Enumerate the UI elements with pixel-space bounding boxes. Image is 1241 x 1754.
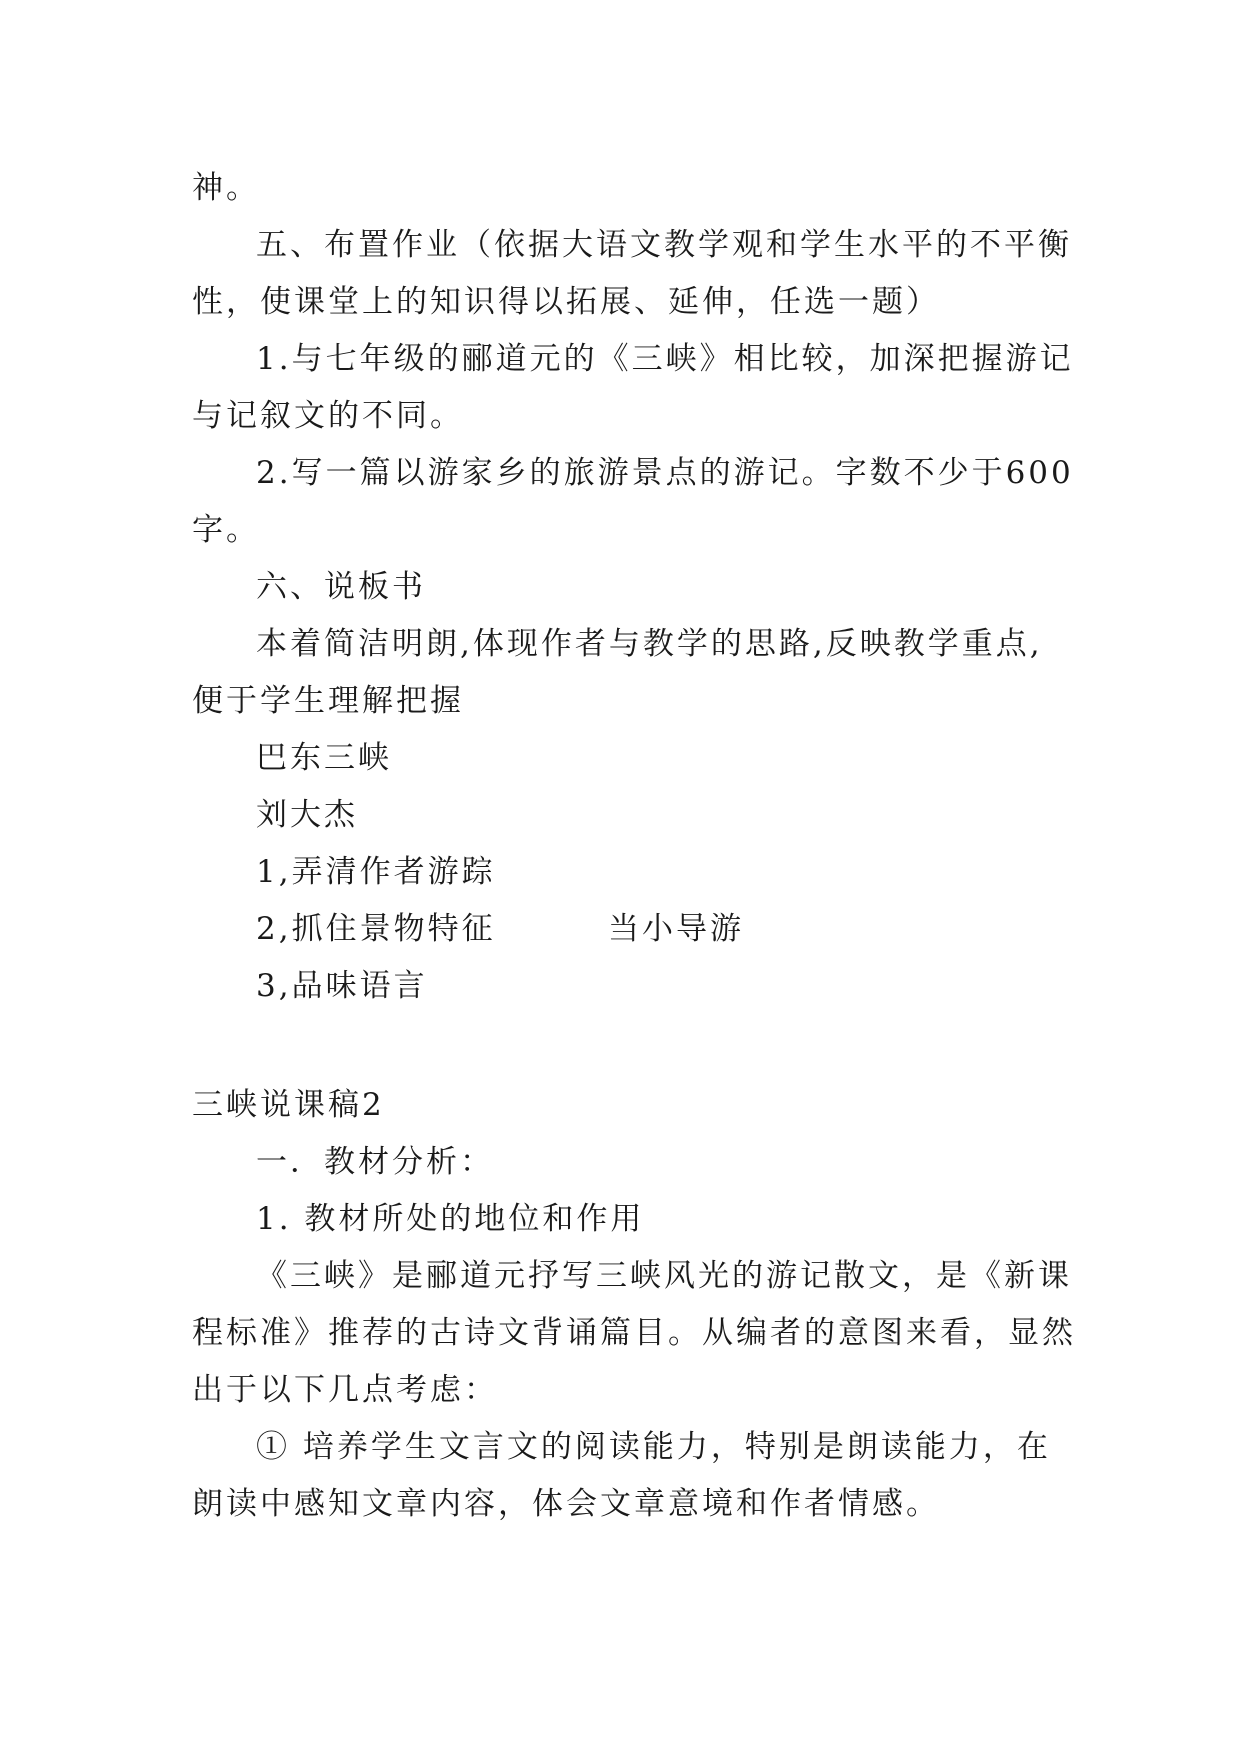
text-line: 字。	[192, 512, 260, 548]
text-line: 《三峡》是郦道元抒写三峡风光的游记散文，是《新课	[256, 1258, 1072, 1294]
text-line: ① 培养学生文言文的阅读能力，特别是朗读能力，在	[256, 1429, 1051, 1465]
board-title: 巴东三峡	[256, 740, 392, 776]
board-side-note: 当小导游	[608, 911, 744, 947]
text-line: 神。	[192, 170, 260, 206]
board-point-1: 1,弄清作者游踪	[256, 854, 496, 890]
section-heading-analysis: 一．教材分析：	[256, 1144, 494, 1180]
text-line: 出于以下几点考虑：	[192, 1372, 498, 1408]
homework-item-1: 1.与七年级的郦道元的《三峡》相比较，加深把握游记	[256, 341, 1074, 377]
text-line: 与记叙文的不同。	[192, 398, 464, 434]
section-heading-homework: 五、布置作业（依据大语文教学观和学生水平的不平衡	[256, 227, 1072, 263]
text-line: 便于学生理解把握	[192, 683, 464, 719]
document-title: 三峡说课稿2	[192, 1087, 385, 1123]
board-point-2: 2,抓住景物特征	[256, 911, 496, 947]
text-line: 性，使课堂上的知识得以拓展、延伸，任选一题）	[192, 284, 940, 320]
board-author: 刘大杰	[256, 797, 358, 833]
subheading: 1. 教材所处的地位和作用	[256, 1201, 645, 1237]
text-line: 程标准》推荐的古诗文背诵篇目。从编者的意图来看，显然	[192, 1315, 1076, 1351]
text-line: 本着简洁明朗,体现作者与教学的思路,反映教学重点,	[256, 626, 1043, 662]
text-line: 朗读中感知文章内容，体会文章意境和作者情感。	[192, 1486, 940, 1522]
section-heading-board: 六、说板书	[256, 569, 426, 605]
board-point-3: 3,品味语言	[256, 968, 428, 1004]
homework-item-2: 2.写一篇以游家乡的旅游景点的游记。字数不少于600	[256, 455, 1074, 491]
